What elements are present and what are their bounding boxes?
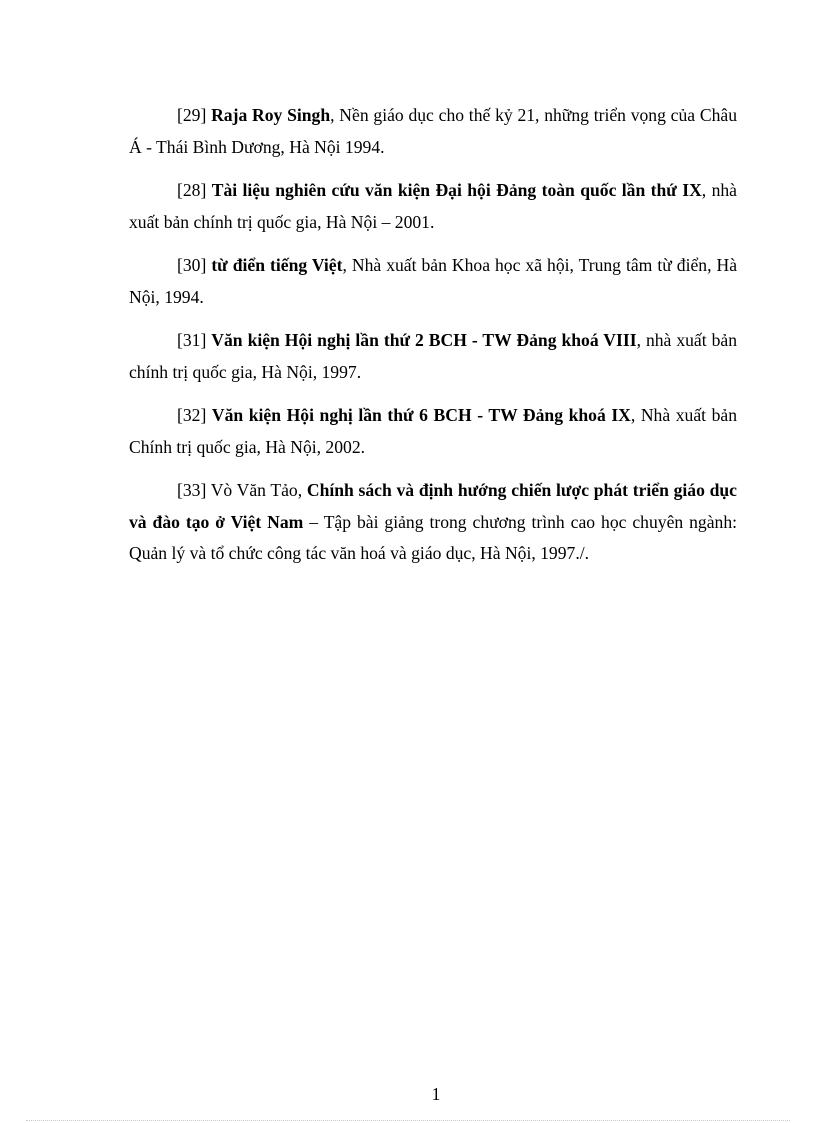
reference-title: từ điển tiếng Việt xyxy=(211,255,343,275)
reference-item xyxy=(129,325,737,388)
reference-item xyxy=(129,175,737,238)
reference-details: – Tập bài giảng trong chương trình cao học chuyên ngành: Quản lý và tổ chức công tác văn hoá và giáo dục, Hà Nội, 1997./. xyxy=(129,511,737,563)
page-number: 1 xyxy=(431,1084,441,1104)
reference-title: Chính sách và định hướng chiến lược phát triển giáo dục và đào tạo ở Việt Nam xyxy=(129,480,737,532)
page-bottom-divider xyxy=(26,1120,790,1121)
reference-number: [28] xyxy=(177,180,207,200)
reference-number: [31] xyxy=(177,330,207,350)
reference-details: , nhà xuất bản chính trị quốc gia, Hà Nội – 2001. xyxy=(129,180,737,232)
reference-details: , nhà xuất bản chính trị quốc gia, Hà Nội, 1997. xyxy=(129,330,737,382)
reference-title: Raja Roy Singh xyxy=(211,105,331,125)
reference-details: , Nền giáo dục cho thế kỷ 21, những triển vọng của Châu Á - Thái Bình Dương, Hà Nội 1994. xyxy=(129,105,737,157)
reference-title: Văn kiện Hội nghị lần thứ 2 BCH - TW Đảng khoá VIII xyxy=(211,330,637,350)
reference-number: [33] xyxy=(177,480,207,500)
reference-item xyxy=(129,400,737,463)
reference-item xyxy=(129,100,737,163)
reference-author: Vò Văn Tảo, xyxy=(206,480,307,500)
reference-number: [32] xyxy=(177,405,207,425)
reference-item xyxy=(129,250,737,313)
reference-number: [30] xyxy=(177,255,207,275)
reference-item xyxy=(129,475,737,570)
reference-details: , Nhà xuất bản Chính trị quốc gia, Hà Nội, 2002. xyxy=(129,405,737,457)
reference-number: [29] xyxy=(177,105,207,125)
reference-title: Tài liệu nghiên cứu văn kiện Đại hội Đảng toàn quốc lần thứ IX xyxy=(211,180,702,200)
reference-details: , Nhà xuất bản Khoa học xã hội, Trung tâm từ điển, Hà Nội, 1994. xyxy=(129,255,737,307)
reference-title: Văn kiện Hội nghị lần thứ 6 BCH - TW Đảng khoá IX xyxy=(211,405,631,425)
reference-list xyxy=(129,100,737,582)
